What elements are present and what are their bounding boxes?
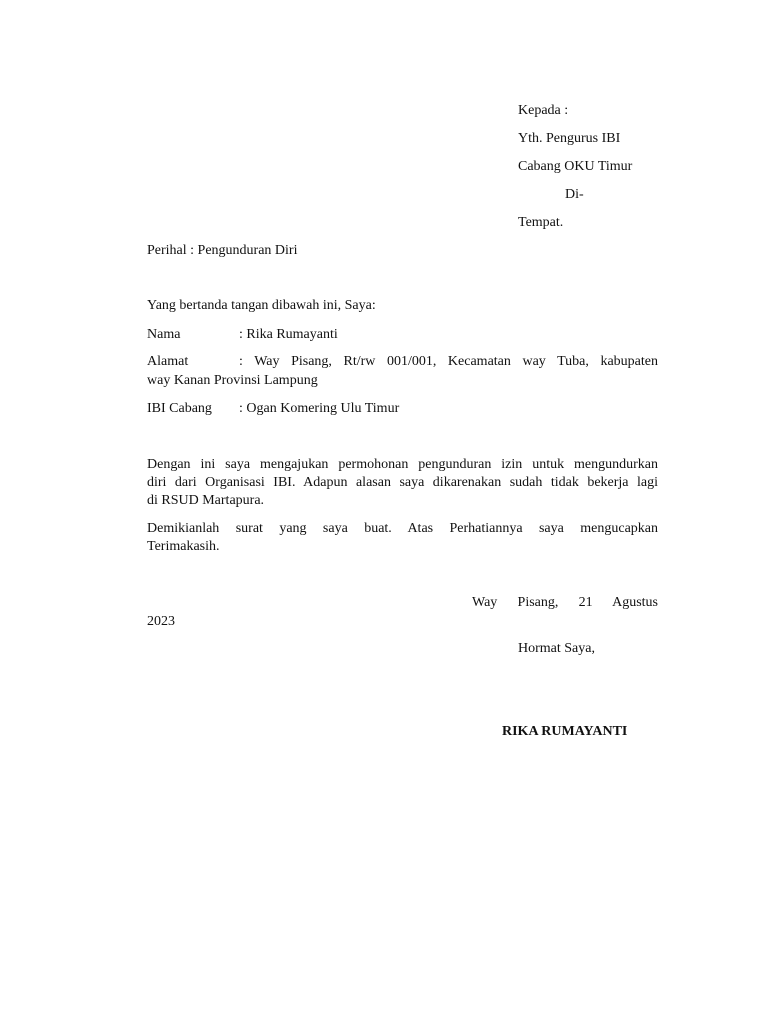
- body-paragraph-2-line-1: Demikianlah surat yang saya buat. Atas Perhatiannya saya mengucapkan: [147, 521, 658, 536]
- recipient-greeting: Kepada :: [518, 103, 569, 118]
- recipient-line-3: Di-: [565, 187, 584, 202]
- body-paragraph-2-line-2: Terimakasih.: [147, 539, 220, 554]
- field-label-address: Alamat: [147, 354, 189, 369]
- field-value-address-cont: way Kanan Provinsi Lampung: [147, 373, 318, 388]
- field-value-branch: : Ogan Komering Ulu Timur: [239, 401, 400, 416]
- intro-line: Yang bertanda tangan dibawah ini, Saya:: [147, 298, 376, 313]
- subject-line: Perihal : Pengunduran Diri: [147, 243, 298, 258]
- recipient-line-2: Cabang OKU Timur: [518, 159, 633, 174]
- recipient-line-1: Yth. Pengurus IBI: [518, 131, 621, 146]
- field-value-address: : Way Pisang, Rt/rw 001/001, Kecamatan way Tuba, kabupaten: [239, 354, 658, 369]
- recipient-line-4: Tempat.: [518, 215, 564, 230]
- closing-regards: Hormat Saya,: [518, 641, 595, 656]
- body-paragraph-1-line-3: di RSUD Martapura.: [147, 493, 265, 508]
- body-paragraph-1-line-2: diri dari Organisasi IBI. Adapun alasan saya dikarenakan sudah tidak bekerja lagi: [147, 475, 658, 490]
- field-label-branch: IBI Cabang: [147, 401, 212, 416]
- closing-place-date: Way Pisang, 21 Agustus: [472, 595, 658, 610]
- field-label-name: Nama: [147, 327, 181, 342]
- closing-year: 2023: [147, 614, 175, 629]
- signer-name: RIKA RUMAYANTI: [502, 724, 628, 739]
- field-value-name: : Rika Rumayanti: [239, 327, 338, 342]
- body-paragraph-1-line-1: Dengan ini saya mengajukan permohonan pengunduran izin untuk mengundurkan: [147, 457, 658, 472]
